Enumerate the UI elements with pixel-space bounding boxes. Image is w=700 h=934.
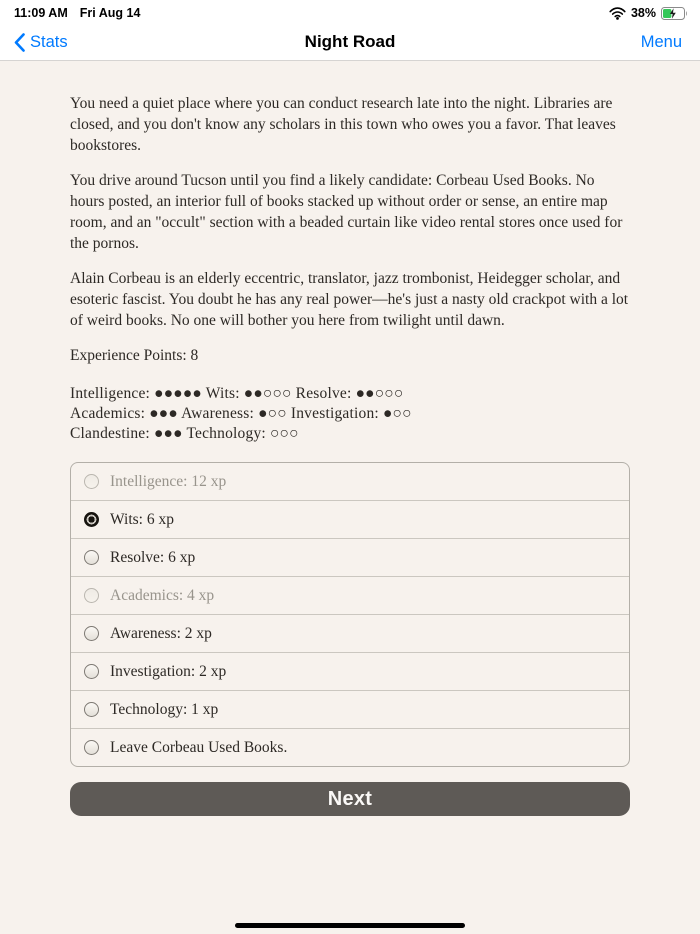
navigation-bar xyxy=(0,24,700,61)
wifi-icon xyxy=(609,7,626,20)
radio-button[interactable] xyxy=(84,664,99,679)
option-row-investigation[interactable] xyxy=(71,653,629,691)
radio-button[interactable] xyxy=(84,474,99,489)
story-paragraph: You drive around Tucson until you find a likely candidate: Corbeau Used Books. No hours posted, an interior full of books stacked up without order or sense, an entire map room, and an "occult" section with a beaded curtain like video rental stores once used for the pornos. xyxy=(70,172,623,252)
experience-points: Experience Points: 8 xyxy=(70,347,199,364)
stats-line: Clandestine: ●●● Technology: ○○○ xyxy=(70,425,299,442)
story-content xyxy=(0,61,700,816)
option-label: Intelligence: 12 xp xyxy=(110,472,227,490)
option-label: Resolve: 6 xp xyxy=(110,548,196,566)
page-title: Night Road xyxy=(304,32,396,51)
option-label: Technology: 1 xp xyxy=(110,700,219,718)
chevron-left-icon xyxy=(14,33,25,52)
radio-button[interactable] xyxy=(84,550,99,565)
back-button-label: Stats xyxy=(30,32,68,51)
radio-button[interactable] xyxy=(84,512,99,527)
option-row-resolve[interactable] xyxy=(71,539,629,577)
radio-button[interactable] xyxy=(84,588,99,603)
option-row-academics[interactable] xyxy=(71,577,629,615)
option-row-awareness[interactable] xyxy=(71,615,629,653)
next-button[interactable]: Next xyxy=(70,782,630,816)
radio-button[interactable] xyxy=(84,740,99,755)
home-indicator[interactable] xyxy=(235,923,465,928)
story-paragraph: Alain Corbeau is an elderly eccentric, translator, jazz trombonist, Heidegger scholar, and esoteric fascist. You doubt he has any real power—he's just a nasty old crackpot with a lot of weird books. No one will bother you here from twilight until dawn. xyxy=(70,270,629,329)
stats-line: Intelligence: ●●●●● Wits: ●●○○○ Resolve: ●●○○○ xyxy=(70,385,404,402)
battery-charging-icon xyxy=(661,7,688,20)
status-bar xyxy=(0,0,700,24)
menu-button[interactable]: Menu xyxy=(640,32,682,51)
story-paragraph: You need a quiet place where you can conduct research late into the night. Libraries are closed, and you don't know any scholars in this town who owes you a favor. That leaves bookstores. xyxy=(70,95,616,154)
radio-button[interactable] xyxy=(84,626,99,641)
status-time: 11:09 AM xyxy=(14,6,68,20)
option-row-intelligence[interactable] xyxy=(71,463,629,501)
option-label: Investigation: 2 xp xyxy=(110,662,227,680)
stats-line: Academics: ●●● Awareness: ●○○ Investigation: ●○○ xyxy=(70,405,412,422)
stats-block xyxy=(70,384,630,444)
option-label: Academics: 4 xp xyxy=(110,586,215,604)
option-row-wits[interactable] xyxy=(71,501,629,539)
option-row-leave[interactable] xyxy=(71,729,629,766)
option-row-technology[interactable] xyxy=(71,691,629,729)
radio-button[interactable] xyxy=(84,702,99,717)
option-label: Leave Corbeau Used Books. xyxy=(110,738,288,756)
option-label: Awareness: 2 xp xyxy=(110,624,212,642)
option-label: Wits: 6 xp xyxy=(110,510,174,528)
back-button[interactable] xyxy=(0,32,68,52)
battery-percent: 38% xyxy=(630,6,656,20)
status-date: Fri Aug 14 xyxy=(79,6,141,20)
options-list xyxy=(70,462,630,767)
